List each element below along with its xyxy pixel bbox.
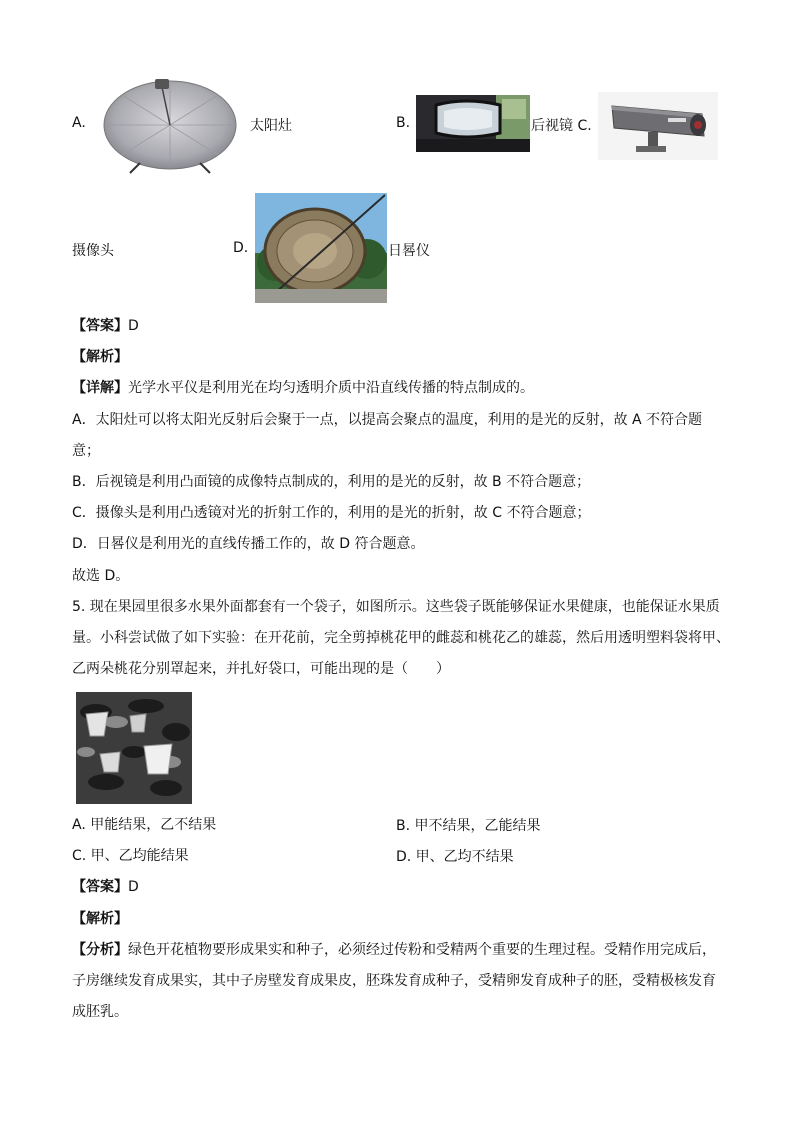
q5-analysis-line-2: 子房继续发育成果实，其中子房壁发育成果皮，胚珠发育成种子，受精卵发育成种子的胚，受精极核发育	[72, 973, 716, 989]
detail-tag: 【详解】	[72, 380, 128, 396]
q4-line-a2: 意；	[72, 443, 100, 459]
option-d-letter: D.	[233, 240, 249, 256]
answer-value: D	[128, 318, 139, 334]
q5-analysis-heading	[72, 909, 128, 929]
q4-detail-line	[72, 378, 534, 398]
sundial-image	[255, 193, 387, 303]
q4-line-c: C．摄像头是利用凸透镜对光的折射工作的，利用的是光的折射，故 C 不符合题意；	[72, 505, 591, 521]
q5-analysis-line-3: 成胚乳。	[72, 1004, 128, 1020]
option-a-label: 太阳灶	[250, 118, 292, 134]
analysis-text: 绿色开花植物要形成果实和种子，必须经过传粉和受精两个重要的生理过程。受精作用完成后，	[128, 942, 716, 958]
q4-line-b: B．后视镜是利用凸面镜的成像特点制成的，利用的是光的反射，故 B 不符合题意；	[72, 474, 591, 490]
detail-text: 光学水平仪是利用光在均匀透明介质中沿直线传播的特点制成的。	[128, 380, 534, 396]
answer-value: D	[128, 879, 139, 895]
q4-conclusion: 故选 D。	[72, 568, 130, 584]
q5-option-d: D. 甲、乙均不结果	[396, 849, 514, 865]
analysis-sub-tag: 【分析】	[72, 942, 128, 958]
option-b-label: 后视镜 C.	[531, 118, 592, 134]
q5-stem-line-3: 乙两朵桃花分别罩起来，并扎好袋口，可能出现的是（ ）	[72, 661, 450, 677]
q4-analysis-heading	[72, 347, 128, 367]
bagged-fruit-image	[76, 692, 192, 804]
analysis-tag: 【解析】	[72, 349, 128, 365]
q5-analysis-line-1	[72, 940, 716, 960]
option-b-letter: B.	[396, 115, 411, 131]
q5-stem-line-2: 量。小科尝试做了如下实验：在开花前，完全剪掉桃花甲的雌蕊和桃花乙的雄蕊，然后用透明塑料袋将甲、	[72, 630, 730, 646]
q4-answer-line	[72, 316, 139, 336]
option-c-label: 摄像头	[72, 243, 114, 259]
rearview-mirror-image	[416, 95, 530, 152]
q5-stem-line-1: 5. 现在果园里很多水果外面都套有一个袋子，如图所示。这些袋子既能够保证水果健康，也能保证水果质	[72, 599, 720, 615]
q5-option-a: A. 甲能结果，乙不结果	[72, 817, 217, 833]
q4-line-a1: A．太阳灶可以将太阳光反射后会聚于一点，以提高会聚点的温度，利用的是光的反射，故 A 不符合题	[72, 412, 703, 428]
option-d-label: 日晷仪	[388, 243, 430, 259]
q5-option-c: C. 甲、乙均能结果	[72, 848, 189, 864]
solar-cooker-image	[100, 75, 240, 175]
answer-tag: 【答案】	[72, 318, 128, 334]
option-a-letter: A.	[72, 115, 86, 131]
q4-line-d: D．日晷仪是利用光的直线传播工作的，故 D 符合题意。	[72, 536, 425, 552]
q5-option-b: B. 甲不结果，乙能结果	[396, 818, 541, 834]
analysis-tag: 【解析】	[72, 911, 128, 927]
surveillance-camera-image	[598, 92, 718, 160]
q5-answer-line	[72, 877, 139, 897]
answer-tag: 【答案】	[72, 879, 128, 895]
